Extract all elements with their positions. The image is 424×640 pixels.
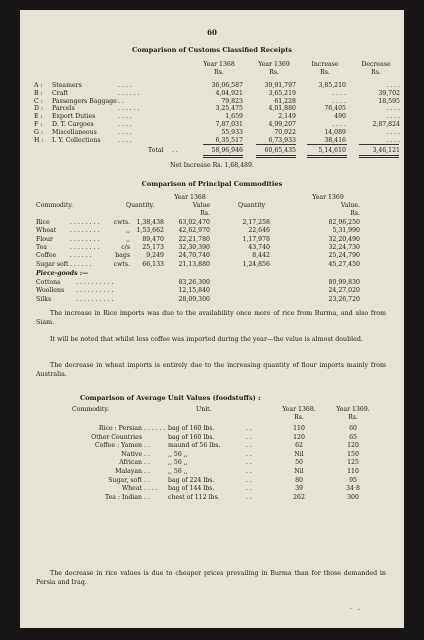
leader-dots: . . . .: [118, 121, 132, 128]
value-1368: 24,70,740: [178, 252, 210, 260]
unit-value-commodity: African: [119, 459, 142, 467]
value-1368: 50: [295, 459, 303, 467]
unit-rs: Rs.: [200, 210, 210, 217]
value-1369: 110: [347, 468, 359, 475]
value-increase: 490: [334, 113, 346, 121]
row-code: F :: [34, 121, 43, 128]
leader-dots: . .: [144, 450, 150, 458]
value-1369: 24,27,020: [328, 287, 360, 295]
commodity-name: Flour: [36, 235, 53, 243]
quantity-unit: ,,: [126, 235, 130, 243]
leader-dots: . . . . . . . . . .: [76, 287, 114, 295]
value-increase: . . . .: [332, 89, 346, 97]
unit-value-commodity: Sugar, soft: [108, 476, 142, 484]
total-label: Total: [148, 147, 164, 154]
value-1369: 125: [347, 459, 359, 467]
total-rule: [203, 155, 243, 156]
row-label: D. T. Cargoes: [52, 121, 94, 128]
piece-goods-label: Piece-goods :—: [36, 270, 89, 277]
header-unit: Unit.: [196, 406, 212, 413]
total-1368: 58,96,946: [211, 147, 243, 154]
quantity-1368: 9,249: [146, 252, 164, 260]
leader-dots: . . . .: [118, 128, 132, 136]
commodity-name: Tea: [36, 243, 47, 251]
quantity-1369: 8,442: [252, 252, 270, 260]
page-mark: · -: [350, 606, 363, 613]
leader-dots: . .: [144, 476, 150, 484]
row-code: E :: [34, 113, 43, 121]
unit-rs: Rs.: [350, 210, 360, 217]
quantity-1368: 25,173: [142, 243, 164, 251]
quantity-1369: 1,17,978: [242, 235, 270, 243]
row-label: Export Duties: [52, 113, 96, 121]
value-increase: 38,416: [324, 136, 346, 144]
value-1368: Nil: [294, 450, 304, 458]
value-decrease: 18,595: [378, 97, 400, 105]
leader-dots: . . . .: [144, 485, 158, 493]
total-rule: [256, 155, 296, 156]
leader-dots: . . . . . .: [70, 252, 92, 260]
net-increase-note: Net Increase Rs. 1,68,489.: [170, 162, 254, 169]
unit-description: maund of 56 lbs.: [168, 442, 221, 450]
value-1369: 32,24,730: [328, 243, 360, 251]
unit-description: ,, 56 ,,: [168, 450, 188, 458]
value-1369: 6,73,933: [268, 136, 296, 144]
leader-dots: . . . . . .: [118, 105, 140, 113]
value-decrease: 2,87,824: [372, 121, 400, 128]
header-year-1369: Year 1369: [258, 61, 290, 68]
leader-dots: . .: [246, 433, 252, 441]
page-number: 60: [207, 28, 217, 37]
row-code: C :: [34, 97, 43, 105]
value-decrease: . . . .: [386, 105, 400, 113]
sum-rule: [203, 144, 243, 145]
row-code: A :: [34, 82, 43, 89]
value-1369: 150: [347, 450, 359, 458]
value-1368: 110: [293, 425, 305, 432]
row-code: D :: [34, 105, 44, 113]
unit-description: bag of 144 lbs.: [168, 485, 215, 493]
leader-dots: . .: [246, 468, 252, 475]
leader-dots: . . . .: [118, 113, 132, 121]
unit-description: ,, 56 ,,: [168, 459, 188, 467]
value-1368: 12,15,840: [178, 287, 210, 295]
value-1369: 300: [347, 493, 359, 501]
value-1369: 70,022: [274, 128, 296, 136]
unit-value-commodity: Wheat: [121, 485, 142, 493]
value-1368: 83,26,300: [178, 279, 210, 286]
section3-title: Comparison of Average Unit Values (foodstuffs) :: [80, 394, 261, 402]
leader-dots: . .: [144, 459, 150, 467]
unit-description: bag of 224 lbs.: [168, 476, 215, 484]
section2-title: Comparison of Principal Commodities: [141, 180, 283, 188]
commodity-name: Sugar soft: [36, 260, 69, 268]
value-1368: 32,30,390: [178, 243, 210, 251]
value-1368: 62: [295, 442, 303, 450]
leader-dots: . .: [246, 450, 252, 458]
total-rule: [203, 157, 243, 158]
total-decrease: 3,46,121: [372, 147, 400, 154]
value-1369: 32,20,490: [328, 235, 360, 243]
leader-dots: . . . . . . . . . .: [76, 279, 114, 286]
value-1368: 42,62,970: [178, 227, 210, 235]
value-1369: 3,65,219: [268, 89, 296, 97]
value-1369: 4,99,207: [268, 121, 296, 128]
leader-dots: . . . . . .: [144, 425, 166, 432]
unit-value-commodity: Tea : Indian: [104, 493, 142, 501]
quantity-1369: 22,646: [248, 227, 270, 235]
leader-dots: . .: [144, 493, 150, 501]
quantity-unit: c/s: [121, 243, 130, 251]
total-rule: [307, 155, 347, 156]
leader-dots: . . . .: [118, 136, 132, 144]
value-1368: 4,04,921: [215, 89, 243, 97]
value-1369: 45,27,450: [328, 260, 360, 268]
value-decrease: . . . .: [386, 136, 400, 144]
total-rule: [307, 157, 347, 158]
header-quantity-2: Quantity: [238, 202, 266, 209]
header-increase: Increase: [311, 61, 339, 68]
value-1368: 21,13,880: [178, 260, 210, 268]
commodity-name: Coffee: [36, 252, 57, 260]
header-year-1368: Year 1368.: [282, 406, 316, 413]
value-1368: 80: [295, 476, 303, 484]
piece-goods-name: Cottons: [36, 279, 61, 286]
document-page: [20, 10, 404, 628]
value-1368: Nil: [294, 468, 304, 475]
unit-value-commodity: Malayan: [115, 468, 142, 475]
leader-dots: . . . . . . . .: [70, 235, 100, 243]
unit-description: chest of 112 lbs.: [168, 493, 220, 501]
total-rule: [256, 157, 296, 158]
piece-goods-name: Silks: [36, 295, 52, 303]
leader-dots: . .: [144, 468, 150, 475]
leader-dots: . . . .: [118, 82, 132, 89]
value-1369: 65: [349, 433, 357, 441]
unit-description: bag of 160 lbs.: [168, 425, 215, 432]
value-1369: 4,01,880: [268, 105, 296, 113]
leader-dots: . . . . . . . .: [70, 227, 100, 235]
leader-dots: . . . . . . . . . .: [76, 295, 114, 303]
quantity-1368: 66,133: [142, 260, 164, 268]
quantity-unit: cwts.: [113, 219, 130, 226]
leader-dots: . . . . . . . .: [70, 219, 100, 226]
quantity-1369: 2,17,258: [242, 219, 270, 226]
value-1369: 80,99,830: [328, 279, 360, 286]
closing-paragraph: The decrease in rice values is due to cheaper prices prevailing in Burma than for those demanded in Persia and Iraq.: [36, 570, 386, 586]
row-label: Passengers Baggage: [52, 97, 117, 105]
unit-rs: Rs.: [269, 69, 279, 76]
value-1369: 2,149: [278, 113, 296, 121]
value-decrease: . . . .: [386, 128, 400, 136]
paragraph-coffee: It will be noted that whilst less coffee was imported during the year—the value is almost doubled.: [50, 336, 363, 343]
unit-rs: Rs.: [294, 414, 304, 421]
value-1368: 36,06,587: [211, 82, 243, 89]
total-increase: 5,14,610: [318, 147, 346, 154]
value-1369: 120: [347, 442, 359, 450]
header-commodity: Commodity.: [72, 406, 109, 413]
value-1368: 6,35,517: [215, 136, 243, 144]
value-increase: 14,089: [324, 128, 346, 136]
value-1368: 79,823: [221, 97, 243, 105]
piece-goods-name: Woollens: [36, 287, 65, 295]
header-year-1368: Year 1368: [203, 61, 235, 68]
header-quantity: Quantity.: [126, 202, 155, 209]
value-1369: 34·8: [346, 485, 360, 493]
quantity-1368: 1,53,662: [136, 227, 164, 235]
sum-rule: [307, 144, 347, 145]
value-increase: . . . .: [332, 97, 346, 105]
value-1369: 25,24,790: [328, 252, 360, 260]
row-label: Craft: [52, 89, 69, 97]
row-code: B :: [34, 89, 43, 97]
value-increase: 76,405: [324, 105, 346, 113]
header-value: Value: [192, 202, 210, 209]
quantity-1369: 1,24,856: [242, 260, 270, 268]
value-1368: 120: [293, 433, 305, 441]
leader-dots: . .: [246, 493, 252, 501]
value-decrease: . . . .: [386, 113, 400, 121]
value-decrease: . . . .: [386, 82, 400, 89]
value-1369: 5,31,990: [332, 227, 360, 235]
unit-value-commodity: Native: [121, 450, 142, 458]
value-1368: 55,933: [221, 128, 243, 136]
value-increase: . . . .: [332, 121, 346, 128]
value-1369: 82,96,250: [328, 219, 360, 226]
total-rule: [359, 157, 399, 158]
value-1368: 63,02,470: [178, 219, 210, 226]
unit-description: bag of 160 lbs.: [168, 433, 215, 441]
quantity-unit: bags: [115, 252, 130, 260]
unit-description: ,, 56 ,,: [168, 468, 188, 475]
commodity-name: Rice: [36, 219, 50, 226]
unit-rs: Rs.: [214, 69, 224, 76]
value-1369: 60: [349, 425, 357, 432]
leader-dots: . .: [118, 97, 124, 105]
quantity-1368: 1,38,438: [136, 219, 164, 226]
leader-dots: . .: [144, 442, 150, 450]
leader-dots: . .: [246, 476, 252, 484]
paragraph-rice: The increase in Rice imports was due to the availability once more of rice from Burma, and also from Siam.: [36, 310, 386, 326]
unit-value-commodity: Other Countries: [91, 433, 142, 441]
row-code: H :: [34, 136, 44, 144]
header-value-2: Value.: [340, 202, 360, 209]
commodity-name: Wheat: [36, 227, 57, 235]
value-1368: 7,87,031: [215, 121, 243, 128]
leader-dots: . . . . . . . .: [70, 243, 100, 251]
value-1368: 28,09,300: [178, 295, 210, 303]
row-label: Miscellaneous: [52, 128, 97, 136]
header-commodity: Commodity.: [36, 202, 73, 209]
value-1369: 95: [349, 476, 357, 484]
value-1368: 39: [295, 485, 303, 493]
header-decrease: Decrease: [361, 61, 391, 68]
header-year-b: Year 1369: [312, 194, 344, 201]
quantity-1369: 43,740: [248, 243, 270, 251]
unit-rs: Rs.: [371, 69, 381, 76]
quantity-unit: cwts.: [113, 260, 130, 268]
value-decrease: 39,702: [378, 89, 400, 97]
header-year-a: Year 1368: [174, 194, 206, 201]
leader-dots: . .: [246, 442, 252, 450]
row-label: Parcels: [52, 105, 75, 113]
quantity-unit: ,,: [126, 227, 130, 235]
unit-value-commodity: Rice : Persian: [98, 425, 142, 432]
row-label: Steamers: [52, 82, 82, 89]
value-1369: 61,228: [274, 97, 296, 105]
value-1368: 262: [293, 493, 305, 501]
value-1368: 22,21,780: [178, 235, 210, 243]
leader-dots: . .: [246, 485, 252, 493]
section1-title: Comparison of Customs Classified Receipts: [131, 46, 292, 54]
value-1368: 1,659: [225, 113, 243, 121]
leader-dots: . . . . . .: [70, 260, 92, 268]
unit-rs: Rs.: [320, 69, 330, 76]
sum-rule: [256, 144, 296, 145]
leader-dots: . .: [246, 425, 252, 432]
quantity-1368: 89,470: [142, 235, 164, 243]
leader-dots: . .: [246, 459, 252, 467]
leader-dots: . .: [172, 147, 178, 154]
header-year-1369: Year 1369.: [336, 406, 370, 413]
paragraph-wheat: The decrease in wheat imports is entirely due to the increasing quantity of flour imports mainly from Australia.: [36, 362, 386, 378]
leader-dots: . . . . . .: [118, 89, 140, 97]
total-rule: [359, 155, 399, 156]
row-label: I. Y. Collections: [52, 136, 101, 144]
sum-rule: [359, 144, 399, 145]
unit-value-commodity: Coffee : Yamen: [94, 442, 142, 450]
value-increase: 3,85,210: [318, 82, 346, 89]
value-1369: 39,91,797: [264, 82, 296, 89]
row-code: G :: [34, 128, 43, 136]
unit-rs: Rs.: [348, 414, 358, 421]
value-1369: 23,26,720: [328, 295, 360, 303]
value-1368: 3,25,475: [215, 105, 243, 113]
total-1369: 60,65,435: [264, 147, 296, 154]
